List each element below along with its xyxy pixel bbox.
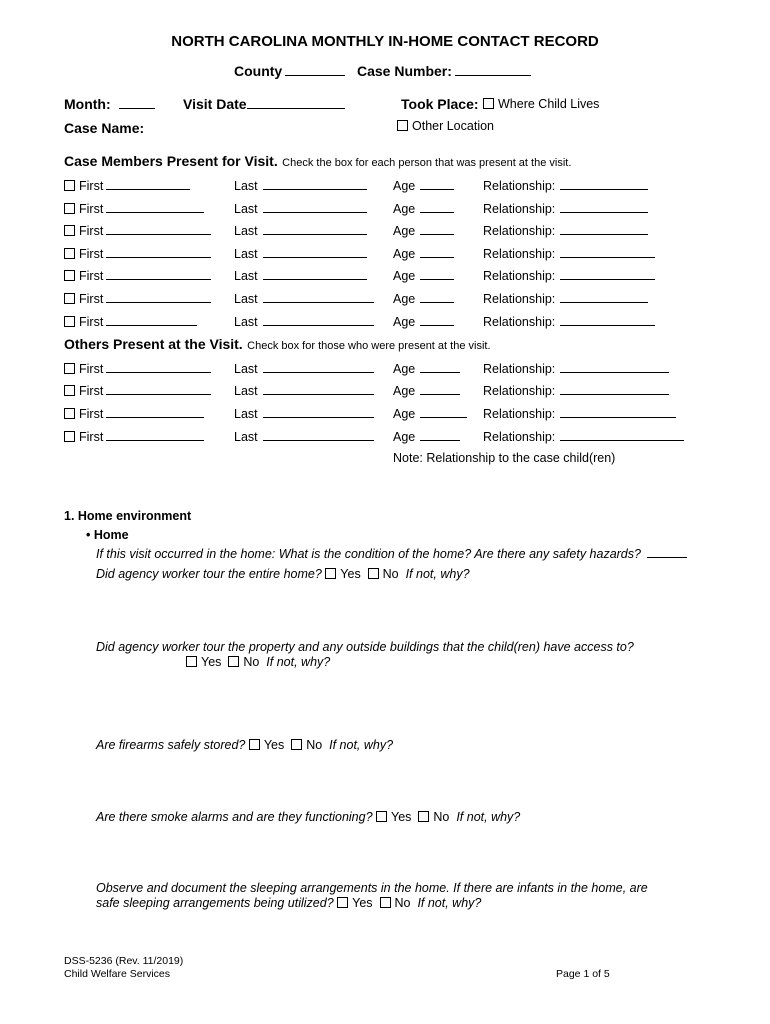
- age-label: Age: [393, 247, 416, 261]
- question-tour-property-options: [186, 655, 330, 669]
- relationship-label: Relationship:: [483, 224, 556, 238]
- first-label: First: [79, 269, 104, 283]
- question-sleeping-text: safe sleeping arrangements being utilized?: [96, 896, 334, 910]
- firearms-yes-checkbox[interactable]: [249, 739, 260, 750]
- case-member-age-field: [393, 200, 454, 216]
- case-member-first-field: [64, 177, 190, 193]
- age-label: Age: [393, 407, 416, 421]
- case-member-relationship-field: [483, 313, 655, 329]
- age-label: Age: [393, 179, 416, 193]
- last-label: Last: [234, 247, 258, 261]
- smoke-alarms-yes-label: Yes: [391, 810, 412, 824]
- form-number: DSS-5236 (Rev. 11/2019): [64, 955, 184, 967]
- relationship-input[interactable]: [560, 267, 655, 280]
- age-input[interactable]: [420, 313, 454, 326]
- other-person-age-field: [393, 405, 467, 421]
- other-location-option[interactable]: [397, 119, 494, 133]
- case-member-first-field: [64, 245, 211, 261]
- case-members-instruction: Check the box for each person that was present at the visit.: [282, 157, 572, 169]
- question-smoke-alarms-text: Are there smoke alarms and are they functioning?: [96, 810, 373, 824]
- other-person-present-checkbox[interactable]: [64, 431, 75, 442]
- case-members-heading-line: [64, 153, 571, 171]
- other-person-last-field: [234, 382, 374, 398]
- other-person-present-checkbox[interactable]: [64, 385, 75, 396]
- other-person-present-checkbox[interactable]: [64, 408, 75, 419]
- question-tour-home: [96, 567, 470, 581]
- case-member-present-checkbox[interactable]: [64, 293, 75, 304]
- footer-form-info: [64, 955, 183, 981]
- relationship-input[interactable]: [560, 245, 655, 258]
- age-input[interactable]: [420, 245, 454, 258]
- case-member-last-field: [234, 245, 367, 261]
- first-label: First: [79, 362, 104, 376]
- age-input[interactable]: [420, 267, 454, 280]
- other-person-last-field: [234, 360, 374, 376]
- department-name: Child Welfare Services: [64, 968, 171, 980]
- case-member-first-field: [64, 290, 211, 306]
- tour-property-yes-checkbox[interactable]: [186, 656, 197, 667]
- smoke-alarms-yes-checkbox[interactable]: [376, 811, 387, 822]
- relationship-label: Relationship:: [483, 384, 556, 398]
- case-member-age-field: [393, 267, 454, 283]
- relationship-label: Relationship:: [483, 247, 556, 261]
- relationship-input[interactable]: [560, 222, 648, 235]
- last-name-input[interactable]: [263, 200, 367, 213]
- last-label: Last: [234, 407, 258, 421]
- last-label: Last: [234, 292, 258, 306]
- case-member-first-field: [64, 222, 211, 238]
- tour-home-yes-checkbox[interactable]: [325, 568, 336, 579]
- first-name-input[interactable]: [106, 405, 204, 418]
- case-number-field: [357, 63, 531, 79]
- tour-property-no-label: No: [243, 655, 260, 669]
- other-person-last-field: [234, 405, 374, 421]
- other-location-checkbox[interactable]: [397, 120, 408, 131]
- county-input[interactable]: [285, 63, 345, 76]
- case-members-heading: Case Members Present for Visit.: [64, 153, 278, 169]
- relationship-input[interactable]: [560, 290, 648, 303]
- county-field: [234, 63, 345, 79]
- where-child-lives-checkbox[interactable]: [483, 98, 494, 109]
- first-name-input[interactable]: [106, 313, 197, 326]
- relationship-label: Relationship:: [483, 292, 556, 306]
- last-label: Last: [234, 384, 258, 398]
- age-label: Age: [393, 292, 416, 306]
- visit-date-input[interactable]: [247, 96, 345, 109]
- tour-property-yes-label: Yes: [201, 655, 222, 669]
- last-label: Last: [234, 430, 258, 444]
- question-home-condition-text: If this visit occurred in the home: What is the condition of the home? Are there any safety hazards?: [96, 547, 641, 561]
- visit-date-field: [183, 96, 345, 112]
- age-label: Age: [393, 384, 416, 398]
- question-smoke-alarms: [96, 810, 520, 824]
- relationship-label: Relationship:: [483, 202, 556, 216]
- other-person-present-checkbox[interactable]: [64, 363, 75, 374]
- month-label: Month:: [64, 96, 111, 112]
- home-bullet-label: Home: [93, 528, 129, 542]
- form-title: NORTH CAROLINA MONTHLY IN-HOME CONTACT RECORD: [171, 33, 599, 50]
- first-label: First: [79, 179, 104, 193]
- first-label: First: [79, 407, 104, 421]
- tour-home-yes-label: Yes: [340, 567, 361, 581]
- first-label: First: [79, 315, 104, 329]
- age-input[interactable]: [420, 222, 454, 235]
- last-name-input[interactable]: [263, 267, 367, 280]
- case-member-age-field: [393, 245, 454, 261]
- relationship-input[interactable]: [560, 313, 655, 326]
- case-member-last-field: [234, 222, 367, 238]
- case-member-present-checkbox[interactable]: [64, 316, 75, 327]
- tour-home-why-label: If not, why?: [405, 567, 470, 581]
- case-member-relationship-field: [483, 177, 648, 193]
- first-name-input[interactable]: [106, 267, 211, 280]
- last-name-input[interactable]: [263, 290, 374, 303]
- month-field: [64, 96, 155, 112]
- where-child-lives-label: Where Child Lives: [498, 97, 600, 111]
- case-member-last-field: [234, 313, 374, 329]
- sleeping-no-label: No: [394, 896, 411, 910]
- last-label: Last: [234, 269, 258, 283]
- firearms-no-label: No: [306, 738, 323, 752]
- took-place-label: Took Place:: [401, 96, 479, 112]
- case-member-relationship-field: [483, 222, 648, 238]
- question-sleeping-line2: [96, 896, 481, 910]
- smoke-alarms-why-label: If not, why?: [456, 810, 521, 824]
- age-label: Age: [393, 224, 416, 238]
- first-name-input[interactable]: [106, 200, 204, 213]
- first-name-input[interactable]: [106, 245, 211, 258]
- other-location-label: Other Location: [412, 119, 494, 133]
- other-person-age-field: [393, 360, 460, 376]
- question-firearms-text: Are firearms safely stored?: [96, 738, 246, 752]
- first-label: First: [79, 224, 104, 238]
- case-member-present-checkbox[interactable]: [64, 270, 75, 281]
- case-member-first-field: [64, 313, 197, 329]
- bullet-dot: •: [86, 528, 91, 542]
- relationship-label: Relationship:: [483, 269, 556, 283]
- case-member-last-field: [234, 290, 374, 306]
- last-name-input[interactable]: [263, 222, 367, 235]
- tour-home-no-label: No: [382, 567, 399, 581]
- other-person-relationship-field: [483, 405, 676, 421]
- question-tour-property: Did agency worker tour the property and any outside buildings that the child(ren) have access to?: [96, 640, 634, 654]
- age-input[interactable]: [420, 428, 460, 441]
- last-label: Last: [234, 224, 258, 238]
- first-label: First: [79, 384, 104, 398]
- relationship-input[interactable]: [560, 382, 669, 395]
- case-member-present-checkbox[interactable]: [64, 225, 75, 236]
- others-present-instruction: Check box for those who were present at the visit.: [247, 340, 491, 352]
- case-name-label: Case Name:: [64, 120, 145, 136]
- relationship-label: Relationship:: [483, 430, 556, 444]
- other-person-relationship-field: [483, 428, 684, 444]
- last-name-input[interactable]: [263, 245, 367, 258]
- month-input[interactable]: [119, 96, 155, 109]
- age-input[interactable]: [420, 290, 454, 303]
- county-label: County: [234, 63, 283, 79]
- sleeping-no-checkbox[interactable]: [380, 897, 391, 908]
- last-label: Last: [234, 179, 258, 193]
- last-name-input[interactable]: [263, 360, 374, 373]
- last-name-input[interactable]: [263, 405, 374, 418]
- case-member-present-checkbox[interactable]: [64, 248, 75, 259]
- firearms-yes-label: Yes: [263, 738, 285, 752]
- firearms-why-label: If not, why?: [329, 738, 394, 752]
- case-member-age-field: [393, 177, 454, 193]
- case-member-age-field: [393, 222, 454, 238]
- other-person-relationship-field: [483, 382, 669, 398]
- first-name-input[interactable]: [106, 177, 190, 190]
- age-label: Age: [393, 202, 416, 216]
- case-member-first-field: [64, 200, 204, 216]
- relationship-input[interactable]: [560, 428, 684, 441]
- other-person-last-field: [234, 428, 374, 444]
- other-person-relationship-field: [483, 360, 669, 376]
- last-name-input[interactable]: [263, 382, 374, 395]
- home-bullet: [86, 528, 129, 542]
- other-person-first-field: [64, 360, 211, 376]
- sleeping-why-label: If not, why?: [417, 896, 482, 910]
- last-name-input[interactable]: [263, 177, 367, 190]
- age-input[interactable]: [420, 405, 467, 418]
- case-member-first-field: [64, 267, 211, 283]
- question-tour-home-text: Did agency worker tour the entire home?: [96, 567, 322, 581]
- last-label: Last: [234, 202, 258, 216]
- case-member-present-checkbox[interactable]: [64, 180, 75, 191]
- case-member-relationship-field: [483, 245, 655, 261]
- other-person-first-field: [64, 405, 204, 421]
- first-label: First: [79, 202, 104, 216]
- case-member-last-field: [234, 267, 367, 283]
- relationship-input[interactable]: [560, 405, 676, 418]
- question-home-condition-input[interactable]: [647, 545, 687, 558]
- case-member-last-field: [234, 200, 367, 216]
- other-person-first-field: [64, 382, 211, 398]
- age-input[interactable]: [420, 360, 460, 373]
- relationship-note: Note: Relationship to the case child(ren): [393, 451, 616, 465]
- relationship-input[interactable]: [560, 200, 648, 213]
- age-input[interactable]: [420, 177, 454, 190]
- last-name-input[interactable]: [263, 428, 374, 441]
- age-input[interactable]: [420, 200, 454, 213]
- case-member-present-checkbox[interactable]: [64, 203, 75, 214]
- tour-property-why-label: If not, why?: [266, 655, 331, 669]
- first-label: First: [79, 430, 104, 444]
- first-name-input[interactable]: [106, 360, 211, 373]
- page-number: Page 1 of 5: [556, 968, 610, 980]
- case-member-relationship-field: [483, 200, 648, 216]
- other-person-age-field: [393, 428, 460, 444]
- sleeping-yes-label: Yes: [352, 896, 373, 910]
- first-name-input[interactable]: [106, 428, 204, 441]
- question-home-condition: [96, 545, 687, 561]
- case-member-relationship-field: [483, 290, 648, 306]
- other-person-age-field: [393, 382, 460, 398]
- where-child-lives-option[interactable]: [483, 97, 599, 111]
- smoke-alarms-no-checkbox[interactable]: [418, 811, 429, 822]
- question-sleeping-line1: Observe and document the sleeping arrangements in the home. If there are infants in the home, are: [96, 881, 648, 895]
- other-person-first-field: [64, 428, 204, 444]
- case-number-label: Case Number:: [357, 63, 452, 79]
- age-label: Age: [393, 362, 416, 376]
- sleeping-yes-checkbox[interactable]: [337, 897, 348, 908]
- tour-property-no-checkbox[interactable]: [228, 656, 239, 667]
- tour-home-no-checkbox[interactable]: [368, 568, 379, 579]
- case-member-relationship-field: [483, 267, 655, 283]
- first-label: First: [79, 247, 104, 261]
- first-name-input[interactable]: [106, 290, 211, 303]
- others-present-heading-line: [64, 336, 491, 354]
- relationship-label: Relationship:: [483, 407, 556, 421]
- first-name-input[interactable]: [106, 382, 211, 395]
- last-label: Last: [234, 362, 258, 376]
- relationship-label: Relationship:: [483, 179, 556, 193]
- last-label: Last: [234, 315, 258, 329]
- case-member-age-field: [393, 290, 454, 306]
- relationship-input[interactable]: [560, 360, 669, 373]
- visit-date-label: Visit Date: [183, 96, 247, 112]
- others-present-heading: Others Present at the Visit.: [64, 336, 243, 352]
- question-firearms: [96, 738, 393, 752]
- first-name-input[interactable]: [106, 222, 211, 235]
- relationship-input[interactable]: [560, 177, 648, 190]
- age-input[interactable]: [420, 382, 460, 395]
- age-label: Age: [393, 315, 416, 329]
- smoke-alarms-no-label: No: [433, 810, 450, 824]
- relationship-label: Relationship:: [483, 315, 556, 329]
- age-label: Age: [393, 430, 416, 444]
- case-member-last-field: [234, 177, 367, 193]
- case-number-input[interactable]: [455, 63, 531, 76]
- age-label: Age: [393, 269, 416, 283]
- firearms-no-checkbox[interactable]: [291, 739, 302, 750]
- case-member-age-field: [393, 313, 454, 329]
- section-home-environment-heading: 1. Home environment: [64, 509, 192, 523]
- first-label: First: [79, 292, 104, 306]
- relationship-label: Relationship:: [483, 362, 556, 376]
- last-name-input[interactable]: [263, 313, 374, 326]
